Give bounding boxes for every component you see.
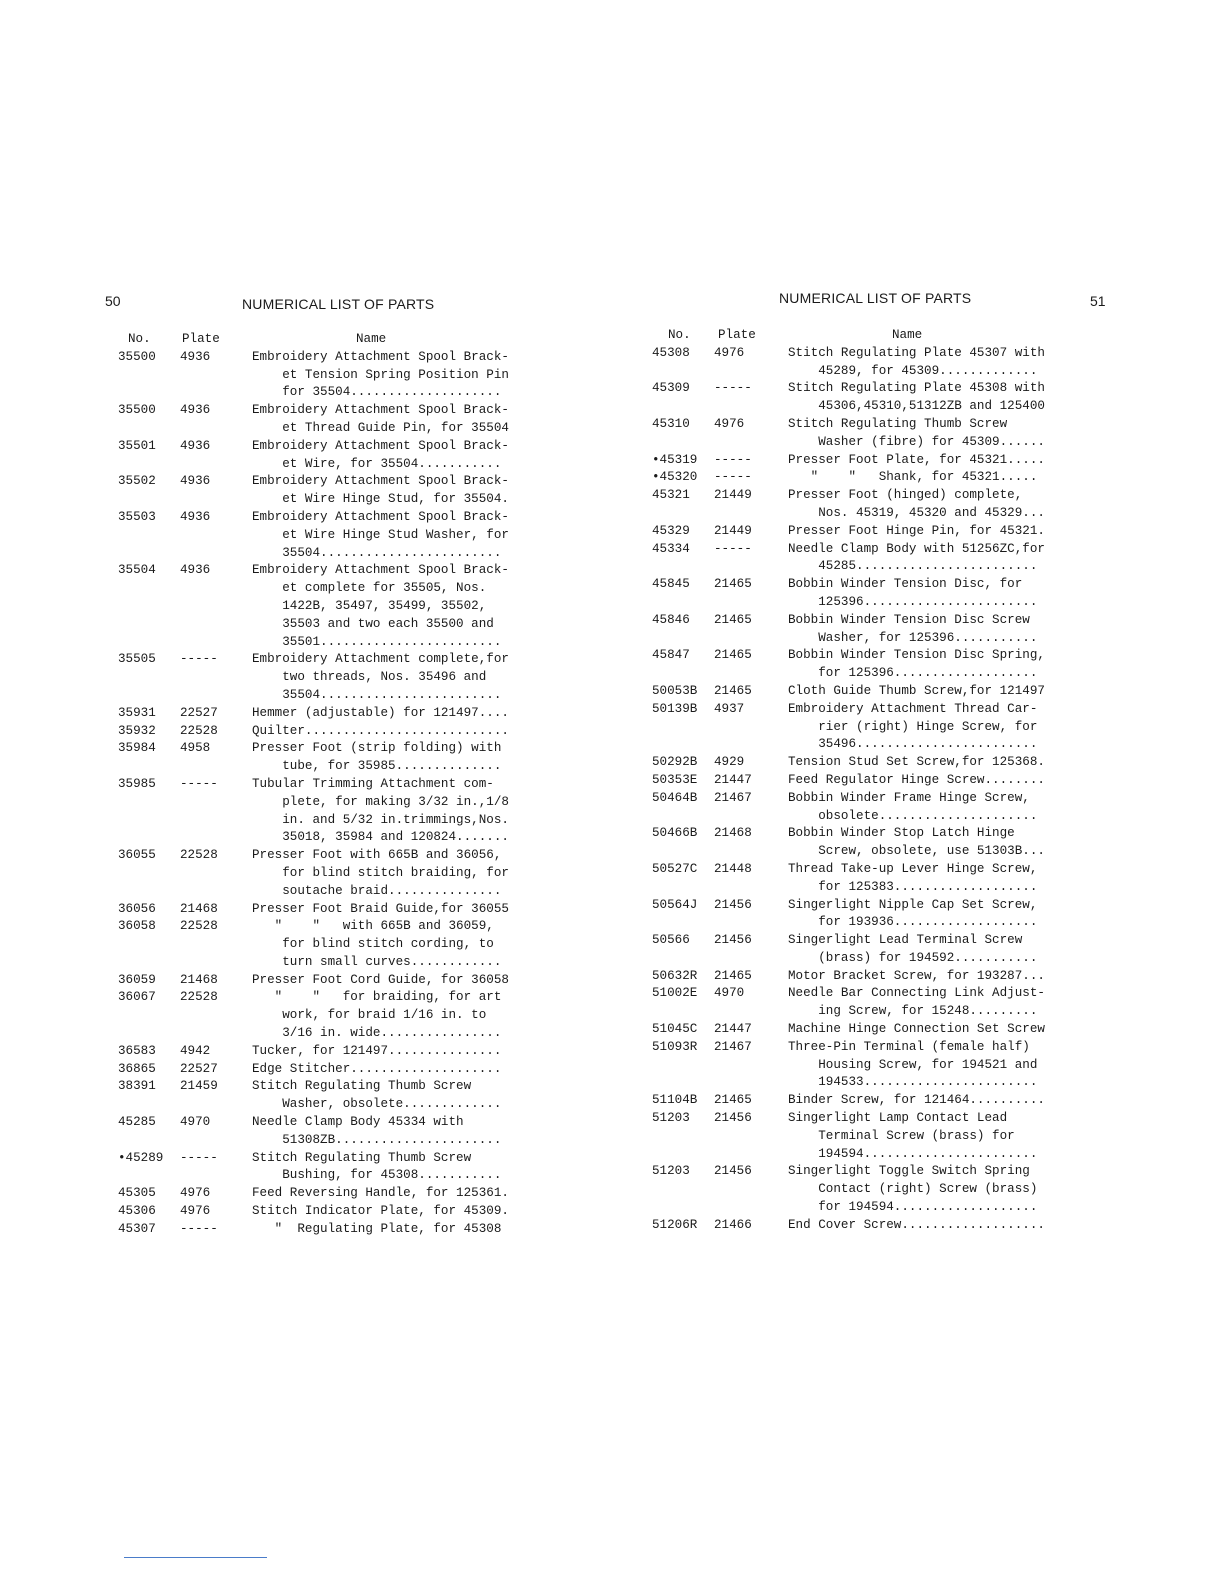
part-row	[652, 701, 1092, 754]
plate-number: 4976	[180, 1204, 211, 1219]
plate-number: 21467	[714, 1039, 752, 1054]
part-row	[118, 1114, 538, 1150]
part-row	[118, 473, 538, 509]
part-name: Quilter...........................	[252, 723, 509, 738]
page-title: NUMERICAL LIST OF PARTS	[242, 296, 435, 312]
part-name: " " Shank, for 45321.....	[788, 470, 1038, 485]
parts-table	[652, 327, 1092, 1235]
part-name: Embroidery Attachment Spool Brack- et Thread Guide Pin, for 35504	[252, 403, 509, 435]
part-name: Presser Foot (hinged) complete, Nos. 45319, 45320 and 45329...	[788, 488, 1045, 520]
part-row	[118, 1078, 538, 1114]
part-number: 35985	[118, 776, 156, 791]
part-row	[118, 651, 538, 704]
plate-number: 21465	[714, 648, 752, 663]
part-name: Stitch Regulating Plate 45307 with 45289, for 45309.............	[788, 345, 1045, 378]
plate-number: 22527	[180, 1061, 218, 1076]
part-number: 45321	[652, 488, 690, 503]
plate-number: -----	[714, 541, 752, 556]
part-name: Stitch Regulating Plate 45308 with 45306,45310,51312ZB and 125400	[788, 381, 1045, 414]
parts-rows	[652, 345, 1092, 1235]
part-row	[652, 825, 1092, 861]
part-name: Embroidery Attachment complete,for two threads, Nos. 35496 and 35504........................	[252, 652, 509, 702]
plate-number: 4937	[714, 701, 745, 716]
part-number: 35500	[118, 349, 156, 364]
part-name: Bobbin Winder Tension Disc Spring, for 125396...................	[788, 648, 1045, 681]
plate-number: -----	[180, 652, 218, 667]
part-number: 51002E	[652, 986, 698, 1001]
column-header-no: No.	[128, 332, 151, 346]
part-row	[652, 772, 1092, 790]
plate-number: 4936	[180, 509, 211, 524]
plate-number: 21459	[180, 1079, 218, 1094]
plate-number: 4936	[180, 563, 211, 578]
part-number: 36583	[118, 1043, 156, 1058]
plate-number: 21456	[714, 933, 752, 948]
part-row	[118, 509, 538, 562]
part-row	[652, 416, 1092, 452]
part-name: " " with 665B and 36059, for blind stitch cording, to turn small curves............	[274, 919, 502, 969]
column-headers	[652, 327, 1092, 345]
column-header-name: Name	[356, 332, 387, 346]
part-row	[118, 349, 538, 402]
plate-number: -----	[180, 1150, 218, 1165]
page-title: NUMERICAL LIST OF PARTS	[779, 290, 972, 306]
part-row	[118, 740, 538, 776]
part-name: Presser Foot Cord Guide, for 36058	[252, 972, 509, 987]
part-name: Three-Pin Terminal (female half) Housing Screw, for 194521 and 194533.......................	[788, 1039, 1038, 1090]
part-number: 45309	[652, 381, 690, 396]
part-number: 50292B	[652, 755, 698, 770]
part-row	[652, 1092, 1092, 1110]
part-name: Stitch Indicator Plate, for 45309.	[252, 1204, 509, 1219]
column-header-plate: Plate	[182, 332, 220, 346]
part-number: •45320	[652, 470, 698, 485]
part-number: 36056	[118, 901, 156, 916]
part-row	[652, 1163, 1092, 1216]
part-number: 36865	[118, 1061, 156, 1076]
plate-number: 21456	[714, 1164, 752, 1179]
part-number: 45334	[652, 541, 690, 556]
plate-number: 22527	[180, 705, 218, 720]
plate-number: -----	[180, 776, 218, 791]
plate-number: 4936	[180, 403, 211, 418]
part-name: Tubular Trimming Attachment com- plete, for making 3/32 in.,1/8 in. and 5/32 in.trimmings,Nos. 35018, 35984 and 120824.......	[252, 776, 509, 845]
part-name: Presser Foot with 665B and 36056, for blind stitch braiding, for soutache braid...............	[252, 848, 509, 898]
parts-rows	[118, 349, 538, 1239]
part-name: Bobbin Winder Frame Hinge Screw, obsolete.....................	[788, 790, 1038, 823]
column-headers	[118, 331, 538, 349]
part-number: 35502	[118, 474, 156, 489]
part-row	[118, 438, 538, 474]
plate-number: 22528	[180, 990, 218, 1005]
part-name: Presser Foot Braid Guide,for 36055	[252, 901, 509, 916]
part-name: Embroidery Attachment Thread Car- rier (right) Hinge Screw, for 35496........................	[788, 701, 1038, 752]
part-number: 50053B	[652, 683, 698, 698]
part-row	[118, 723, 538, 741]
part-row	[652, 452, 1092, 470]
part-row	[118, 1185, 538, 1203]
part-number: 45308	[652, 345, 690, 360]
part-name: End Cover Screw...................	[788, 1217, 1045, 1232]
plate-number: 4936	[180, 474, 211, 489]
part-row	[652, 380, 1092, 416]
plate-number: 21468	[180, 972, 218, 987]
part-number: 50527C	[652, 861, 698, 876]
part-name: Embroidery Attachment Spool Brack- et Tension Spring Position Pin for 35504....................	[252, 349, 509, 400]
plate-number: 21449	[714, 523, 752, 538]
plate-number: 21456	[714, 897, 752, 912]
plate-number: 4936	[180, 349, 211, 364]
plate-number: 4929	[714, 755, 745, 770]
part-number: 50566	[652, 933, 690, 948]
part-name: Embroidery Attachment Spool Brack- et Wire Hinge Stud Washer, for 35504........................	[252, 509, 509, 560]
part-row	[652, 1217, 1092, 1235]
plate-number: -----	[180, 1221, 218, 1236]
part-number: 51104B	[652, 1093, 698, 1108]
part-row	[652, 861, 1092, 897]
plate-number: 4976	[180, 1186, 211, 1201]
part-row	[652, 541, 1092, 577]
part-row	[652, 1021, 1092, 1039]
part-name: Bobbin Winder Stop Latch Hinge Screw, obsolete, use 51303B...	[788, 826, 1045, 859]
parts-table	[118, 331, 538, 1239]
part-name: Presser Foot Hinge Pin, for 45321.	[788, 523, 1045, 538]
part-row	[118, 1221, 538, 1239]
part-name: Bobbin Winder Tension Disc Screw Washer, for 125396...........	[788, 612, 1038, 645]
plate-number: 4970	[714, 986, 745, 1001]
part-number: 50353E	[652, 772, 698, 787]
part-name: Tucker, for 121497...............	[252, 1043, 502, 1058]
plate-number: 21449	[714, 488, 752, 503]
part-row	[652, 754, 1092, 772]
part-name: Edge Stitcher....................	[252, 1061, 502, 1076]
part-number: 35984	[118, 741, 156, 756]
part-number: 36067	[118, 990, 156, 1005]
part-row	[652, 897, 1092, 933]
part-row	[652, 790, 1092, 826]
part-name: Stitch Regulating Thumb Screw Bushing, for 45308...........	[252, 1150, 502, 1183]
plate-number: 21468	[714, 826, 752, 841]
plate-number: 22528	[180, 723, 218, 738]
part-number: 50632R	[652, 968, 698, 983]
plate-number: 21468	[180, 901, 218, 916]
part-name: Cloth Guide Thumb Screw,for 121497	[788, 683, 1045, 698]
part-name: Bobbin Winder Tension Disc, for 125396.......................	[788, 577, 1038, 609]
plate-number: 21465	[714, 683, 752, 698]
part-number: 45846	[652, 612, 690, 627]
part-row	[118, 562, 538, 651]
page-number: 50	[105, 293, 121, 309]
part-name: Presser Foot (strip folding) with tube, for 35985..............	[252, 741, 502, 774]
plate-number: 21466	[714, 1217, 752, 1232]
part-row	[118, 989, 538, 1042]
part-number: 35505	[118, 652, 156, 667]
part-row	[118, 1043, 538, 1061]
part-number: 51206R	[652, 1217, 698, 1232]
part-number: 50139B	[652, 701, 698, 716]
plate-number: 21465	[714, 1093, 752, 1108]
part-row	[652, 932, 1092, 968]
part-row	[118, 901, 538, 919]
plate-number: 21448	[714, 861, 752, 876]
part-name: Singerlight Nipple Cap Set Screw, for 193936...................	[788, 897, 1038, 930]
part-row	[652, 647, 1092, 683]
part-number: 45307	[118, 1221, 156, 1236]
column-header-name: Name	[892, 328, 923, 342]
part-number: 50466B	[652, 826, 698, 841]
part-number: 45329	[652, 523, 690, 538]
part-number: •45319	[652, 452, 698, 467]
part-number: 51203	[652, 1111, 690, 1126]
part-number: 50464B	[652, 790, 698, 805]
part-row	[652, 612, 1092, 648]
part-row	[652, 345, 1092, 381]
part-row	[118, 1203, 538, 1221]
part-number: 45285	[118, 1115, 156, 1130]
plate-number: -----	[714, 470, 752, 485]
plate-number: 22528	[180, 848, 218, 863]
part-name: Needle Clamp Body with 51256ZC,for 45285........................	[788, 541, 1045, 574]
part-name: " Regulating Plate, for 45308	[252, 1221, 502, 1236]
plate-number: 21465	[714, 968, 752, 983]
column-header-no: No.	[668, 328, 691, 342]
part-number: •45289	[118, 1150, 164, 1165]
part-number: 38391	[118, 1079, 156, 1094]
part-number: 36059	[118, 972, 156, 987]
part-name: Hemmer (adjustable) for 121497....	[252, 705, 509, 720]
page-number: 51	[1090, 293, 1106, 309]
underline-rule	[124, 1557, 267, 1558]
part-number: 45306	[118, 1204, 156, 1219]
part-row	[118, 847, 538, 900]
plate-number: 4958	[180, 741, 211, 756]
plate-number: 22528	[180, 919, 218, 934]
part-name: Motor Bracket Screw, for 193287...	[788, 968, 1045, 983]
part-row	[652, 968, 1092, 986]
right-page	[612, 0, 1224, 1584]
part-name: Binder Screw, for 121464..........	[788, 1093, 1045, 1108]
plate-number: 21447	[714, 772, 752, 787]
plate-number: 4976	[714, 416, 745, 431]
plate-number: 21465	[714, 612, 752, 627]
part-name: Stitch Regulating Thumb Screw Washer, obsolete.............	[252, 1079, 502, 1112]
part-row	[118, 705, 538, 723]
part-name: " " for braiding, for art work, for braid 1/16 in. to 3/16 in. wide................	[274, 990, 502, 1041]
part-number: 51203	[652, 1164, 690, 1179]
part-number: 45845	[652, 577, 690, 592]
plate-number: 21456	[714, 1111, 752, 1126]
part-row	[652, 523, 1092, 541]
part-number: 35501	[118, 438, 156, 453]
part-number: 35932	[118, 723, 156, 738]
plate-number: -----	[714, 381, 752, 396]
column-header-plate: Plate	[718, 328, 756, 342]
part-number: 35500	[118, 403, 156, 418]
part-number: 36058	[118, 919, 156, 934]
plate-number: 21465	[714, 577, 752, 592]
part-name: Machine Hinge Connection Set Screw	[788, 1022, 1045, 1037]
part-number: 36055	[118, 848, 156, 863]
part-number: 45310	[652, 416, 690, 431]
part-row	[652, 487, 1092, 523]
part-name: Thread Take-up Lever Hinge Screw, for 125383...................	[788, 861, 1038, 894]
part-row	[118, 1150, 538, 1186]
plate-number: 4936	[180, 438, 211, 453]
part-name: Feed Reversing Handle, for 125361.	[252, 1186, 509, 1201]
part-name: Needle Clamp Body 45334 with 51308ZB......................	[252, 1115, 502, 1147]
part-row	[118, 402, 538, 438]
part-number: 51093R	[652, 1039, 698, 1054]
part-number: 50564J	[652, 897, 698, 912]
plate-number: 4970	[180, 1115, 211, 1130]
part-row	[652, 683, 1092, 701]
part-name: Embroidery Attachment Spool Brack- et complete for 35505, Nos. 1422B, 35497, 35499, 35502, 35503 and two each 35500 and 35501........................	[252, 563, 509, 649]
part-number: 45847	[652, 648, 690, 663]
part-name: Singerlight Lead Terminal Screw (brass) for 194592...........	[788, 933, 1038, 965]
plate-number: 21447	[714, 1022, 752, 1037]
part-name: Singerlight Toggle Switch Spring Contact (right) Screw (brass) for 194594...................	[788, 1164, 1038, 1215]
part-row	[118, 972, 538, 990]
part-row	[652, 576, 1092, 612]
part-row	[118, 1061, 538, 1079]
part-number: 51045C	[652, 1022, 698, 1037]
part-name: Presser Foot Plate, for 45321.....	[788, 452, 1045, 467]
part-number: 35931	[118, 705, 156, 720]
part-name: Embroidery Attachment Spool Brack- et Wire Hinge Stud, for 35504.	[252, 474, 509, 507]
part-name: Embroidery Attachment Spool Brack- et Wire, for 35504...........	[252, 438, 509, 471]
plate-number: 21467	[714, 790, 752, 805]
part-row	[652, 469, 1092, 487]
part-name: Feed Regulator Hinge Screw........	[788, 772, 1045, 787]
part-row	[118, 918, 538, 971]
plate-number: -----	[714, 452, 752, 467]
part-row	[118, 776, 538, 847]
part-row	[652, 1110, 1092, 1163]
part-name: Needle Bar Connecting Link Adjust- ing Screw, for 15248.........	[788, 986, 1045, 1019]
part-number: 35503	[118, 509, 156, 524]
part-name: Singerlight Lamp Contact Lead Terminal Screw (brass) for 194594.......................	[788, 1111, 1038, 1161]
part-row	[652, 1039, 1092, 1092]
part-row	[652, 985, 1092, 1021]
plate-number: 4976	[714, 345, 745, 360]
part-name: Tension Stud Set Screw,for 125368.	[788, 755, 1045, 770]
plate-number: 4942	[180, 1043, 211, 1058]
part-number: 35504	[118, 563, 156, 578]
part-name: Stitch Regulating Thumb Screw Washer (fibre) for 45309......	[788, 416, 1045, 449]
part-number: 45305	[118, 1186, 156, 1201]
